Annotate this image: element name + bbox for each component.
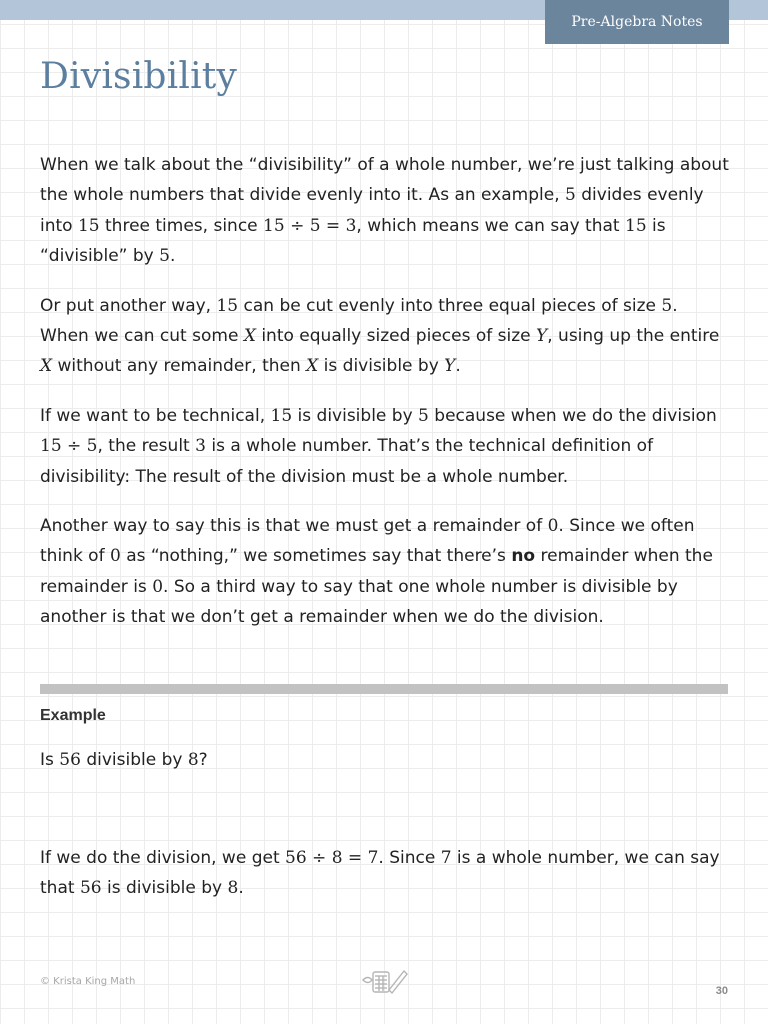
math-number: 15: [625, 215, 647, 236]
math-number: 5: [661, 295, 673, 316]
page-number: 30: [715, 985, 728, 997]
text-run: is divisible by: [318, 356, 445, 377]
math-number: 56: [79, 878, 102, 899]
text-run: because when we do the division: [428, 405, 717, 426]
emphasis-text: no: [511, 546, 536, 567]
text-run: as “nothing,” we sometimes say that there’s: [120, 546, 512, 567]
math-expression: 15 ÷ 5: [40, 436, 98, 457]
section-divider: [40, 684, 728, 694]
text-run: .: [238, 878, 244, 899]
text-run: three times, since: [99, 215, 264, 236]
math-number: 56: [59, 750, 81, 770]
text-run: . So a third way to say that one whole number is divisible by another is that we don’t get a remainder when we do the division.: [40, 576, 678, 628]
text-run: If we want to be technical,: [40, 405, 271, 426]
text-run: is a whole number, we can say that: [40, 848, 720, 899]
math-variable: Y: [444, 356, 456, 377]
text-run: Or put another way,: [40, 295, 217, 316]
text-run: is divisible by: [292, 405, 419, 426]
paragraph-3: [40, 401, 730, 492]
math-variable: Y: [536, 326, 548, 347]
text-run: Is: [40, 750, 60, 770]
math-number: 8: [187, 750, 199, 770]
math-number: 5: [565, 185, 576, 206]
body-text: [40, 150, 730, 652]
paragraph-1: [40, 150, 730, 272]
text-run: divides evenly into: [40, 185, 704, 236]
math-number: 8: [227, 878, 239, 899]
text-run: is divisible by: [101, 878, 228, 899]
math-number: 5: [159, 246, 170, 267]
text-run: ?: [198, 750, 208, 770]
text-run: .: [455, 356, 461, 377]
math-variable: X: [243, 326, 256, 347]
math-number: 3: [195, 436, 206, 457]
math-number: 15: [270, 405, 293, 426]
text-run: Another way to say this is that we must get a remainder of: [40, 516, 548, 537]
example-label: Example: [40, 707, 106, 724]
math-number: 0: [152, 576, 164, 597]
paragraph-4: [40, 511, 730, 633]
text-run: . Since we often think of: [40, 516, 695, 567]
math-number: 7: [440, 848, 452, 868]
math-number: 5: [418, 405, 429, 426]
paragraph-2: [40, 291, 730, 382]
text-run: divisible by: [80, 750, 188, 770]
math-number: 0: [547, 516, 559, 537]
text-run: , the result: [97, 436, 196, 457]
text-run: can be cut evenly into three equal pieces of size: [238, 295, 662, 316]
math-variable: X: [40, 356, 53, 377]
text-run: If we do the division, we get: [40, 848, 286, 868]
math-expression: 56 ÷ 8 = 7: [285, 848, 379, 868]
text-run: . Since: [378, 848, 441, 868]
example-answer: [40, 843, 730, 904]
text-run: , which means we can say that: [356, 215, 625, 236]
math-number: 0: [109, 546, 121, 567]
example-question: [40, 745, 208, 775]
math-variable: X: [306, 356, 319, 377]
math-number: 15: [216, 295, 239, 316]
text-run: into equally sized pieces of size: [255, 326, 536, 347]
text-run: remainder when the remainder is: [40, 546, 713, 597]
text-run: is “divisible” by: [40, 215, 666, 267]
text-run: . When we can cut some: [40, 295, 678, 347]
math-number: 15: [77, 215, 100, 236]
copyright-text: © Krista King Math: [40, 976, 136, 987]
text-run: .: [169, 246, 176, 267]
text-run: , using up the entire: [547, 326, 720, 347]
text-run: When we talk about the “divisibility” of a whole number, we’re just talking about the whole numbers that divide evenly into it. As an example,: [40, 155, 729, 206]
section-tab: Pre-Algebra Notes: [545, 0, 729, 44]
text-run: without any remainder, then: [52, 356, 307, 377]
math-expression: 15 ÷ 5 = 3: [263, 215, 357, 236]
page-title: Divisibility: [40, 56, 238, 97]
calculator-pencil-logo-icon: [360, 966, 410, 996]
text-run: is a whole number. That’s the technical definition of divisibility: The result of the division must be a whole number.: [40, 436, 654, 487]
